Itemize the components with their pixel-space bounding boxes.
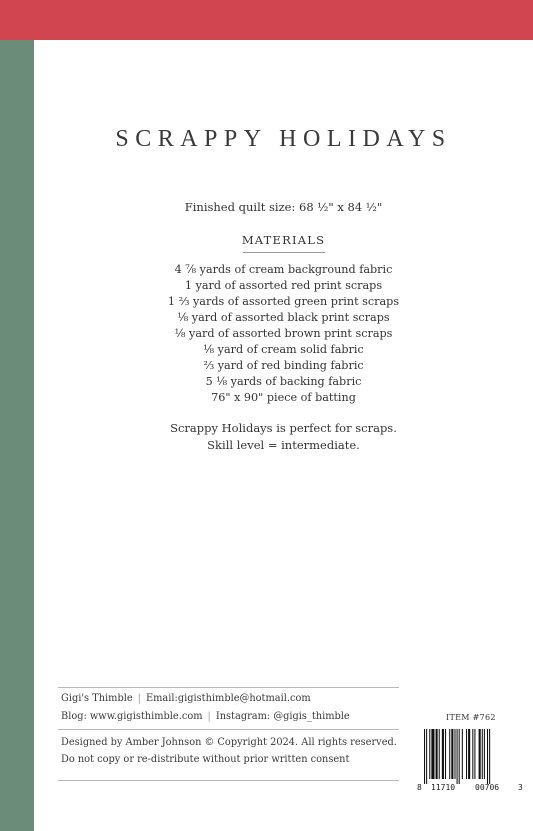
distribution-notice: Do not copy or re-distribute without prior written consent [61,754,350,765]
barcode-bar [484,729,485,779]
material-item: ⅔ yard of red binding fabric [203,359,364,372]
barcode-bar [479,729,481,779]
barcode-check-digit: 3 [518,783,523,792]
barcode-bar [442,729,444,779]
barcode-bar [454,729,455,779]
material-item: 4 ⅞ yards of cream background fabric [174,263,393,276]
barcode-bar [474,729,475,779]
barcode-first-digit: 8 [417,783,422,792]
pattern-back-cover [34,40,533,831]
barcode-bar [426,729,427,784]
barcode-bar [449,729,450,779]
material-item: 1 yard of assorted red print scraps [184,279,383,292]
material-item: 1 ⅔ yards of assorted green print scraps [167,295,400,308]
footer-social-row [61,711,350,722]
barcode-bar [482,729,483,779]
material-item: 76" x 90" piece of batting [211,391,356,404]
instagram-link[interactable]: Instagram: @gigis_thimble [215,711,350,722]
separator: | [137,693,141,704]
footer-divider-top [58,687,399,688]
separator: | [207,711,211,722]
barcode-bar [472,729,473,779]
material-item: 5 ⅛ yards of backing fabric [205,375,362,388]
barcode-bar [459,729,460,784]
footer-contact-row [61,693,311,704]
materials-heading: MATERIALS [241,233,326,247]
barcode [415,727,525,792]
barcode-bar [466,729,467,779]
barcode-right-group: 00706 [475,783,500,792]
barcode-left-group: 11710 [431,783,456,792]
copyright-text: Designed by Amber Johnson © Copyright 2024. All rights reserved. [61,737,397,748]
side-color-band [0,40,34,831]
item-number: ITEM #762 [446,713,496,722]
material-item: ⅛ yard of assorted black print scraps [177,311,390,324]
finished-size: Finished quilt size: 68 ½" x 84 ½" [184,200,383,214]
material-item: ⅛ yard of assorted brown print scraps [174,327,393,340]
materials-underline [243,252,325,253]
barcode-bar [462,729,463,779]
barcode-bars [424,729,490,784]
pattern-note [34,420,533,454]
footer-divider-middle [58,729,399,730]
barcode-bar [436,729,438,779]
barcode-bar [451,729,453,779]
pattern-title: SCRAPPY HOLIDAYS [115,126,452,152]
barcode-bar [431,729,434,779]
barcode-bar [439,729,440,779]
brand-name: Gigi's Thimble [61,693,133,704]
barcode-bar [487,729,488,784]
material-item: ⅛ yard of cream solid fabric [203,343,364,356]
top-color-band [0,0,533,40]
barcode-bar [445,729,446,779]
note-line-scraps: Scrappy Holidays is perfect for scraps. [170,421,397,435]
note-line-skill: Skill level = intermediate. [207,438,360,452]
blog-link[interactable]: Blog: www.gigisthimble.com [61,711,203,722]
barcode-bar [468,729,470,779]
materials-list [34,262,533,406]
barcode-bar [457,729,458,784]
barcode-bar [489,729,490,784]
barcode-bar [424,729,425,784]
email-link[interactable]: Email:gigisthimble@hotmail.com [145,693,311,704]
footer-divider-bottom [58,780,399,781]
barcode-bar [429,729,430,779]
